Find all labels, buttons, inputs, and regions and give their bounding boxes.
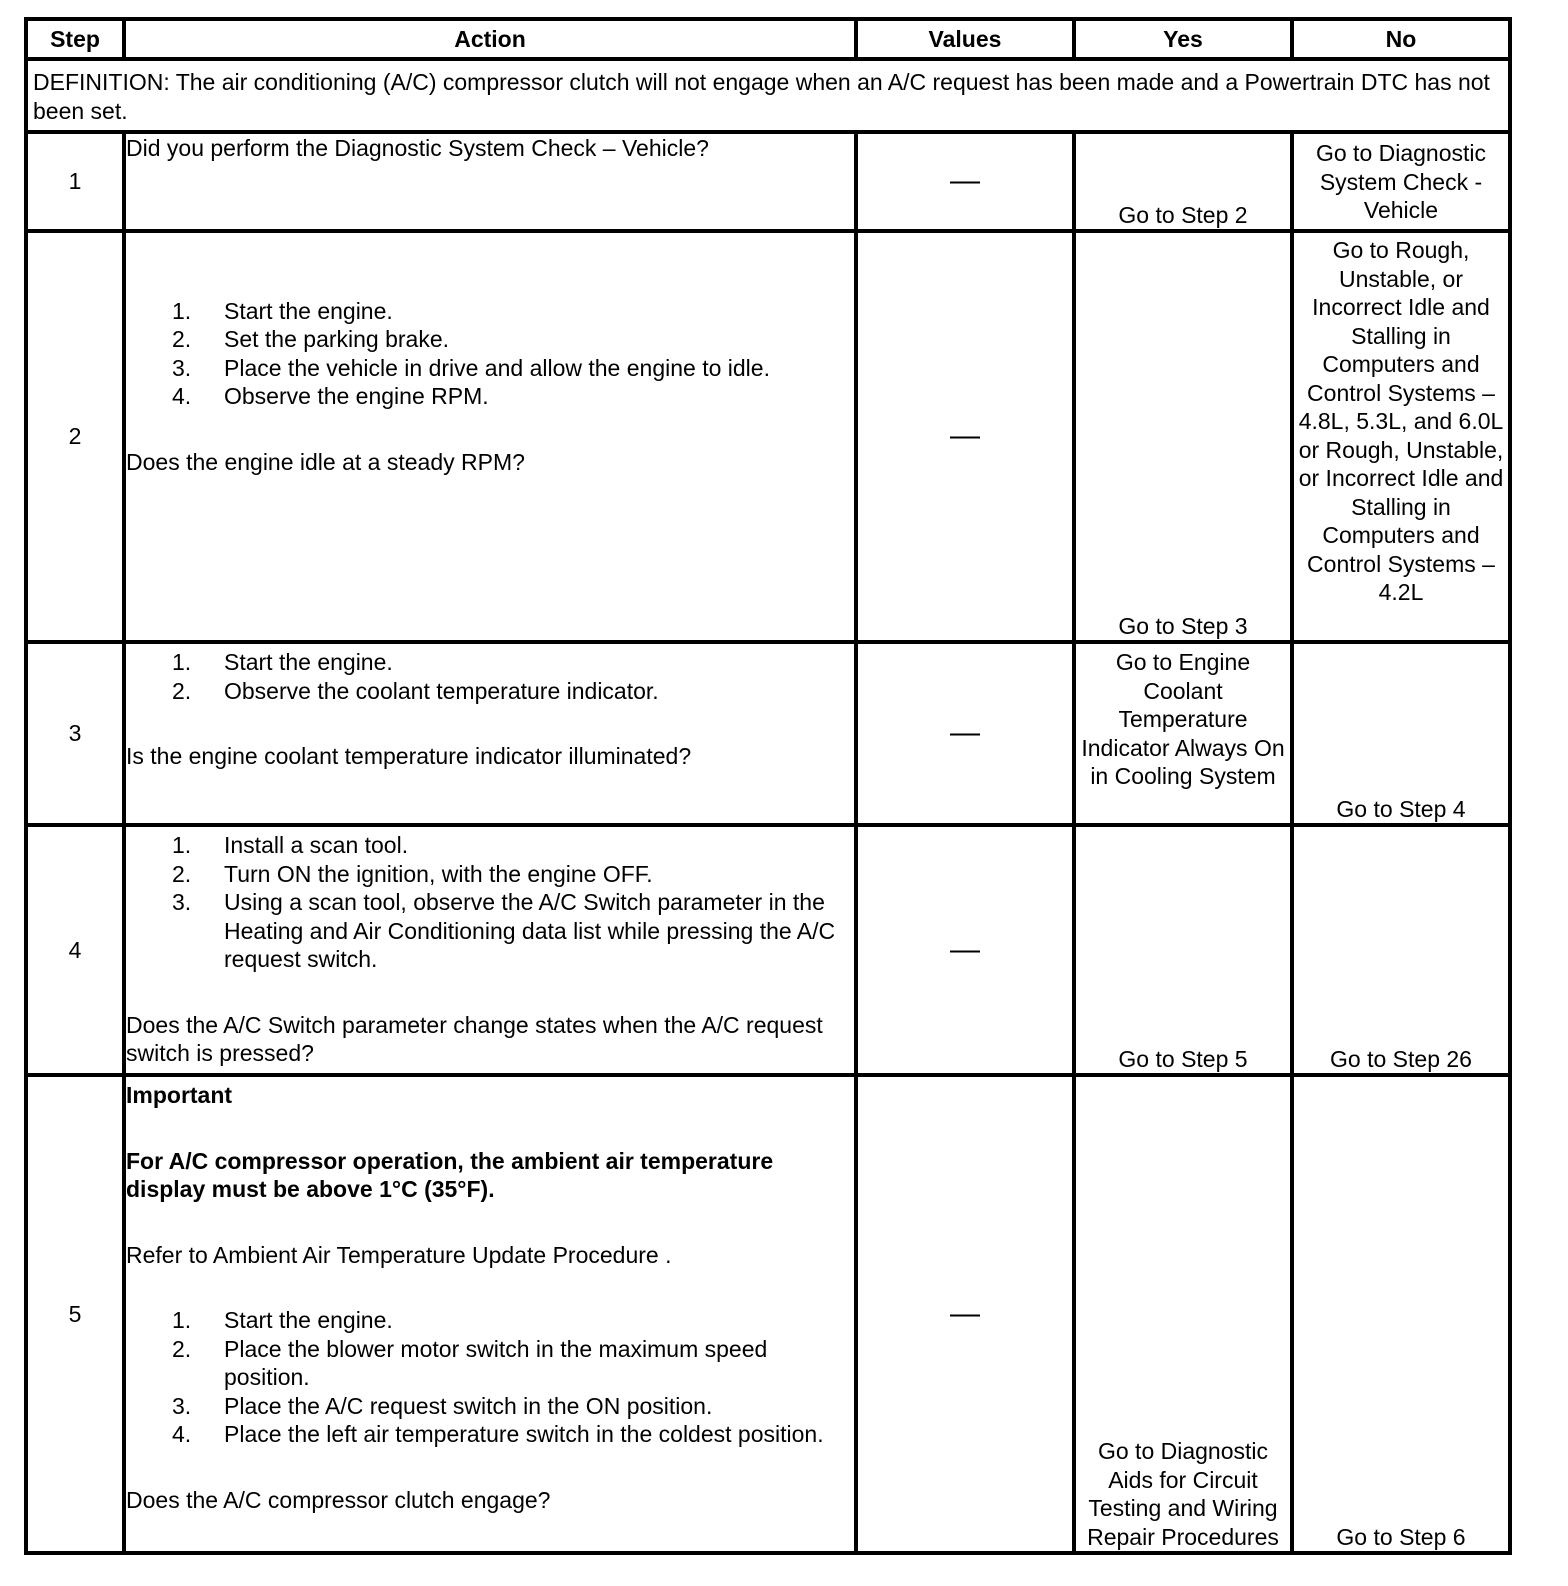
step-row-1 bbox=[26, 132, 1510, 231]
yes-cell: Go to Engine Coolant Temperature Indicator Always On in Cooling System bbox=[1074, 642, 1292, 825]
step-question: Does the A/C Switch parameter change states when the A/C request switch is pressed? bbox=[126, 1011, 823, 1066]
step-list bbox=[126, 297, 854, 411]
list-item: 1. Start the engine. bbox=[172, 297, 393, 324]
step-number: 1 bbox=[26, 132, 124, 231]
no-cell: Go to Step 4 bbox=[1292, 642, 1510, 825]
list-item: 3. Using a scan tool, observe the A/C Switch parameter in the Heating and Air Conditioning data list while pressing the A/C request switch. bbox=[172, 889, 836, 972]
step-row-4 bbox=[26, 825, 1510, 1075]
important-text: For A/C compressor operation, the ambient air temperature display must be above 1°C (35°F). bbox=[126, 1147, 774, 1202]
list-item: 2. Place the blower motor switch in the maximum speed position. bbox=[172, 1335, 768, 1390]
no-cell: Go to Step 6 bbox=[1292, 1075, 1510, 1553]
action-cell bbox=[124, 1075, 856, 1553]
no-cell: Go to Rough, Unstable, or Incorrect Idle and Stalling in Computers and Control Systems – 4.8L, 5.3L, and 6.0L or Rough, Unstable, or Incorrect Idle and Stalling in Computers and Control Systems – 4.2L bbox=[1292, 231, 1510, 642]
list-item: 2. Observe the coolant temperature indicator. bbox=[172, 677, 659, 704]
action-cell bbox=[124, 132, 856, 231]
header-step: Step bbox=[26, 19, 124, 59]
definition-text: DEFINITION: The air conditioning (A/C) compressor clutch will not engage when an A/C request has been made and a Powertrain DTC has not been set. bbox=[26, 59, 1510, 132]
values-cell: — bbox=[856, 642, 1074, 825]
refer-text: Refer to Ambient Air Temperature Update Procedure . bbox=[126, 1241, 672, 1268]
important-heading: Important bbox=[126, 1082, 233, 1108]
list-item: 1. Start the engine. bbox=[172, 649, 393, 675]
action-cell bbox=[124, 642, 856, 825]
header-action: Action bbox=[124, 19, 856, 59]
definition-row bbox=[26, 59, 1510, 132]
no-cell: Go to Step 26 bbox=[1292, 825, 1510, 1075]
step-row-2 bbox=[26, 231, 1510, 642]
yes-cell: Go to Diagnostic Aids for Circuit Testing and Wiring Repair Procedures bbox=[1074, 1075, 1292, 1553]
step-question: Did you perform the Diagnostic System Check – Vehicle? bbox=[126, 135, 709, 161]
step-question: Does the A/C compressor clutch engage? bbox=[126, 1486, 551, 1513]
step-number: 3 bbox=[26, 642, 124, 825]
header-yes: Yes bbox=[1074, 19, 1292, 59]
step-list bbox=[126, 831, 854, 974]
header-row bbox=[26, 19, 1510, 59]
step-question: Is the engine coolant temperature indicator illuminated? bbox=[126, 743, 692, 769]
step-question: Does the engine idle at a steady RPM? bbox=[126, 448, 525, 475]
header-no: No bbox=[1292, 19, 1510, 59]
step-number: 4 bbox=[26, 825, 124, 1075]
header-values: Values bbox=[856, 19, 1074, 59]
diagnostic-table bbox=[24, 17, 1512, 1555]
values-cell: — bbox=[856, 1075, 1074, 1553]
yes-cell: Go to Step 3 bbox=[1074, 231, 1292, 642]
yes-cell: Go to Step 2 bbox=[1074, 132, 1292, 231]
step-list bbox=[126, 648, 854, 705]
list-item: 3. Place the A/C request switch in the ON position. bbox=[172, 1392, 713, 1419]
action-cell bbox=[124, 231, 856, 642]
values-cell: — bbox=[856, 132, 1074, 231]
list-item: 2. Set the parking brake. bbox=[172, 326, 450, 353]
values-cell: — bbox=[856, 231, 1074, 642]
list-item: 4. Place the left air temperature switch in the coldest position. bbox=[172, 1421, 824, 1447]
list-item: 2. Turn ON the ignition, with the engine OFF. bbox=[172, 860, 653, 887]
action-cell bbox=[124, 825, 856, 1075]
step-number: 5 bbox=[26, 1075, 124, 1553]
list-item: 4. Observe the engine RPM. bbox=[172, 383, 489, 410]
step-row-5 bbox=[26, 1075, 1510, 1553]
list-item: 3. Place the vehicle in drive and allow the engine to idle. bbox=[172, 354, 770, 381]
values-cell: — bbox=[856, 825, 1074, 1075]
list-item: 1. Install a scan tool. bbox=[172, 832, 409, 858]
step-list bbox=[126, 1306, 854, 1449]
no-cell: Go to Diagnostic System Check - Vehicle bbox=[1292, 132, 1510, 231]
list-item: 1. Start the engine. bbox=[172, 1307, 393, 1333]
yes-cell: Go to Step 5 bbox=[1074, 825, 1292, 1075]
step-row-3 bbox=[26, 642, 1510, 825]
step-number: 2 bbox=[26, 231, 124, 642]
